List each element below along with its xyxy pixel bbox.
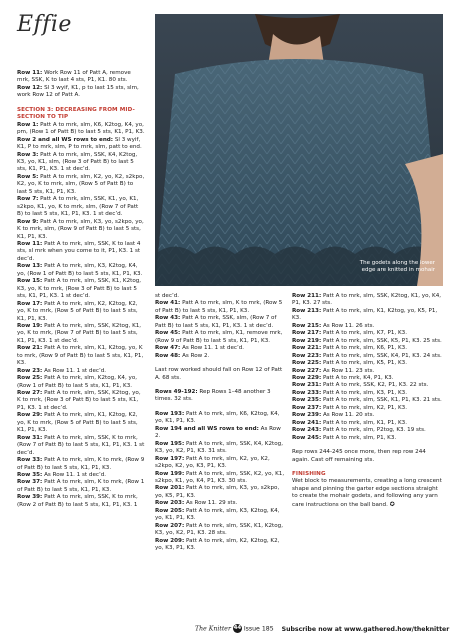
- instruction-row: Row 5: Patt A to mrk, slm, K2, yo, K2, s2kpo, K2, yo, K to mrk, slm, (Row 5 of Patt B) to last 5 sts, K1, P1, K3.: [17, 173, 145, 195]
- instruction-row: Row 203: As Row 11. 29 sts.: [155, 500, 238, 507]
- shawl-photo: [155, 14, 443, 286]
- instruction-row: Row 1: Patt A to mrk, slm, K6, K2tog, K4, yo, pm, (Row 1 of Patt B) to last 5 sts, K1, P1, K3.: [17, 121, 145, 136]
- instruction-row: Row 193: Patt A to mrk, slm, K6, K2tog, K4, yo, K1, P1, K3.: [155, 410, 280, 425]
- instruction-row: Row 17: Patt A to mrk, slm, K2, K2tog, K2, yo, K to mrk, (Row 5 of Patt B) to last 5 sts, K1, P1, K3.: [17, 300, 138, 322]
- note-text: Rep rows 244-245 once more, then rep row 244 again. Cast off remaining sts.: [292, 449, 426, 463]
- column-2: [155, 293, 285, 553]
- column-3: [292, 293, 442, 509]
- instruction-row: Row 201: Patt A to mrk, slm, K3, yo, s2kpo, yo, K5, P1, K3.: [155, 485, 280, 499]
- finishing-heading: FINISHING: [292, 470, 326, 477]
- row-list: [17, 122, 145, 510]
- row-list: [155, 411, 285, 553]
- finishing-text: Wet block to measurements, creating a long crescent shape and pinning the garter edge sections straight to create the mohair godets, and following any yarn care instructions on the ball band. ✪: [292, 478, 442, 508]
- instruction-row: Row 229: Patt A to mrk, K4, P1, K3.: [292, 374, 394, 381]
- continued-text: st dec’d.: [155, 293, 180, 299]
- instruction-row: Row 21: Patt A to mrk, slm, K1, K2tog, yo, K to mrk, (Row 9 of Patt B) to last 5 sts, K1, P1, K3.: [17, 345, 144, 367]
- instruction-row: Row 217: Patt A to mrk, slm, K7, P1, K3.: [292, 330, 407, 337]
- end-mark-icon: ✪: [389, 500, 395, 508]
- instruction-row: Row 197: Patt A to mrk, slm, K2, yo, K2, s2kpo, K2, yo, K3, P1, K3.: [155, 455, 270, 470]
- instruction-row: Row 27: Patt A to mrk, slm, SSK, K2tog, yo, K to mrk, (Row 3 of Patt B) to last 5 sts, K1, P1, K3. 1 st dec’d.: [17, 390, 141, 411]
- column-1: [17, 70, 145, 509]
- instruction-row: Row 221: Patt A to mrk, slm, K6, P1, K3.: [292, 345, 407, 352]
- instruction-row: Row 211: Patt A to mrk, slm, SSK, K2tog, K1, yo, K4, P1, K3. 27 sts.: [292, 293, 442, 307]
- instruction-row: Row 235: Patt A to mrk, slm, SSK, K1, P1, K3. 21 sts.: [292, 397, 442, 404]
- instruction-row: Row 3: Patt A to mrk, slm, SSK, K4, K2tog, K3, yo, K1, slm, (Row 3 of Patt B) to last 5 sts, K1, P1, K3. 1 st dec’d.: [17, 151, 138, 173]
- section-heading: SECTION 3: DECREASING FROM MID-SECTION TO TIP: [17, 106, 135, 121]
- instruction-row: Row 213: Patt A to mrk, slm, K1, K2tog, yo, K5, P1, K3.: [292, 307, 438, 322]
- instruction-row: Row 2 and all WS rows to end: Sl 3 wyif, K1, P to mrk, slm, P to mrk, slm, patt to end.: [17, 136, 142, 151]
- photo-caption: The godets along the lower edge are knitted in mohair: [359, 260, 435, 273]
- instruction-row: Row 239: As Row 11. 20 sts.: [292, 412, 375, 419]
- instruction-row: Row 45: Patt A to mrk, slm, K1, remove mrk, (Row 9 of Patt B) to last 5 sts, K1, P1, K3.: [155, 330, 283, 344]
- instruction-row: Row 35: As Row 11. 1 st dec’d.: [17, 472, 107, 479]
- instruction-row: Row 11: Patt A to mrk, slm, SSK, K to last 4 sts, sl mrk when you come to it, P1, K3. 1 st dec’d.: [17, 240, 141, 262]
- instruction-row: Row 39: Patt A to mrk, slm, SSK, K to mrk, (Row 2 of Patt B) to last 5 sts, K1, P1, K3. 1: [17, 494, 138, 508]
- instruction-row: Row 48: As Row 2.: [155, 352, 210, 359]
- instruction-row: Row 194 and all WS rows to end: As Row 2.: [155, 425, 281, 440]
- instruction-row: Row 31: Patt A to mrk, slm, SSK, K to mrk, (Row 7 of Patt B) to last 5 sts, K1, P1, K3. 1 st dec’d.: [17, 434, 145, 456]
- instruction-row: Rows 49-192: Rep Rows 1–48 another 3 times. 32 sts.: [155, 388, 271, 403]
- instruction-row: Row 47: As Row 11. 1 st dec’d.: [155, 345, 245, 352]
- instruction-row: Row 11: Work Row 11 of Patt A, remove mrk, SSK, K to last 4 sts, P1, K1. 80 sts.: [17, 70, 131, 84]
- instruction-row: Row 215: As Row 11. 26 sts.: [292, 322, 375, 329]
- row-list: [292, 293, 442, 442]
- instruction-row: Row 223: Patt A to mrk, slm, SSK, K4, P1, K3. 24 sts.: [292, 352, 442, 359]
- page-footer: [195, 624, 450, 633]
- shawl-illustration: [155, 14, 443, 286]
- instruction-row: Row 15: Patt A to mrk, slm, SSK, K1, K2tog, K3, yo, K to mrk, (Row 3 of Patt B) to last 5 sts, K1, P1, K3. 1 st dec’d.: [17, 278, 142, 300]
- instruction-row: Row 205: Patt A to mrk, slm, K3, K2tog, K4, yo, K1, P1, K3.: [155, 507, 280, 522]
- instruction-row: Row 37: Patt A to mrk, slm, K to mrk, (Row 1 of Patt B) to last 5 sts, K1, P1, K3.: [17, 479, 145, 493]
- instruction-row: Row 219: Patt A to mrk, slm, SSK, K5, P1, K3. 25 sts.: [292, 337, 442, 344]
- instruction-row: Row 199: Patt A to mrk, slm, SSK, K2, yo, K1, s2kpo, K1, yo, K4, P1, K3. 30 sts.: [155, 470, 285, 484]
- instruction-row: Row 29: Patt A to mrk, slm, K1, K2tog, K2, yo, K to mrk, (Row 5 of Patt B) to last 5 sts, K1, P1, K3.: [17, 412, 138, 434]
- note-text: Last row worked should fall on Row 12 of Patt A. 68 sts.: [155, 367, 283, 381]
- instruction-row: Row 9: Patt A to mrk, slm, K3, yo, s2kpo, yo, K to mrk, slm, (Row 9 of Patt B) to last 5 sts, K1, P1, K3.: [17, 218, 144, 240]
- instruction-row: Row 41: Patt A to mrk, slm, K to mrk, (Row 5 of Patt B) to last 5 sts, K1, P1, K3.: [155, 300, 283, 314]
- subscribe-link[interactable]: Subscribe now at www.gathered.how/theknitter: [281, 625, 450, 633]
- instruction-row: Row 225: Patt A to mrk, slm, K5, P1, K3.: [292, 360, 407, 367]
- issue-number: Issue 185: [243, 625, 274, 633]
- instruction-row: Row 19: Patt A to mrk, slm, SSK, K2tog, K1, yo, K to mrk, (Row 7 of Patt B) to last 5 sts, K1, P1, K3. 1 st dec’d.: [17, 322, 142, 344]
- instruction-row: Row 241: Patt A to mrk, slm, K1, P1, K3.: [292, 419, 407, 426]
- instruction-row: Row 245: Patt A to mrk, slm, P1, K3.: [292, 434, 397, 441]
- row-list: [155, 300, 285, 360]
- page-number: 44: [233, 625, 242, 631]
- instruction-row: Row 237: Patt A to mrk, slm, K2, P1, K3.: [292, 404, 407, 411]
- instruction-row: Row 12: Sl 3 wyif, K1, p to last 15 sts, slm, work Row 12 of Patt A.: [17, 84, 139, 99]
- instruction-row: Row 231: Patt A to mrk, SSK, K2, P1, K3. 22 sts.: [292, 382, 429, 389]
- instruction-row: Row 7: Patt A to mrk, slm, SSK, K1, yo, K1, s2kpo, K1, yo, K to mrk, slm, (Row 7 of Patt B) to last 5 sts, K1, P1, K3. 1 st dec’d.: [17, 196, 139, 218]
- instruction-row: Row 195: Patt A to mrk, slm, SSK, K4, K2tog, K3, yo, K2, P1, K3. 31 sts.: [155, 440, 283, 455]
- instruction-row: Row 23: As Row 11. 1 st dec’d.: [17, 367, 107, 374]
- pattern-title: Effie: [17, 12, 72, 37]
- instruction-row: Row 207: Patt A to mrk, slm, SSK, K1, K2tog, K3, yo, K2, P1, K3. 28 sts.: [155, 522, 283, 537]
- instruction-row: Row 25: Patt A to mrk, slm, K2tog, K4, yo, (Row 1 of Patt B) to last 5 sts, K1, P1, K3.: [17, 375, 138, 389]
- magazine-name: The Knitter: [195, 625, 231, 633]
- instruction-row: Row 227: As Row 11. 23 sts.: [292, 367, 375, 374]
- instruction-row: Row 243: Patt A to mrk, slm, P2tog, K3. 19 sts.: [292, 427, 426, 434]
- instruction-row: Row 13: Patt A to mrk, slm, K3, K2tog, K4, yo, (Row 1 of Patt B) to last 5 sts, K1, P1, K3.: [17, 263, 143, 277]
- instruction-row: Row 233: Patt A to mrk, slm, K3, P1, K3.: [292, 389, 407, 396]
- instruction-row: Row 33: Patt A to mrk, slm, K to mrk, (Row 9 of Patt B) to last 5 sts, K1, P1, K3.: [17, 457, 145, 471]
- instruction-row: Row 43: Patt A to mrk, SSK, slm, (Row 7 of Patt B) to last 5 sts, K1, P1, K3. 1 st dec’d.: [155, 315, 277, 329]
- instruction-row: Row 209: Patt A to mrk, slm, K2, K2tog, K2, yo, K3, P1, K3.: [155, 537, 280, 552]
